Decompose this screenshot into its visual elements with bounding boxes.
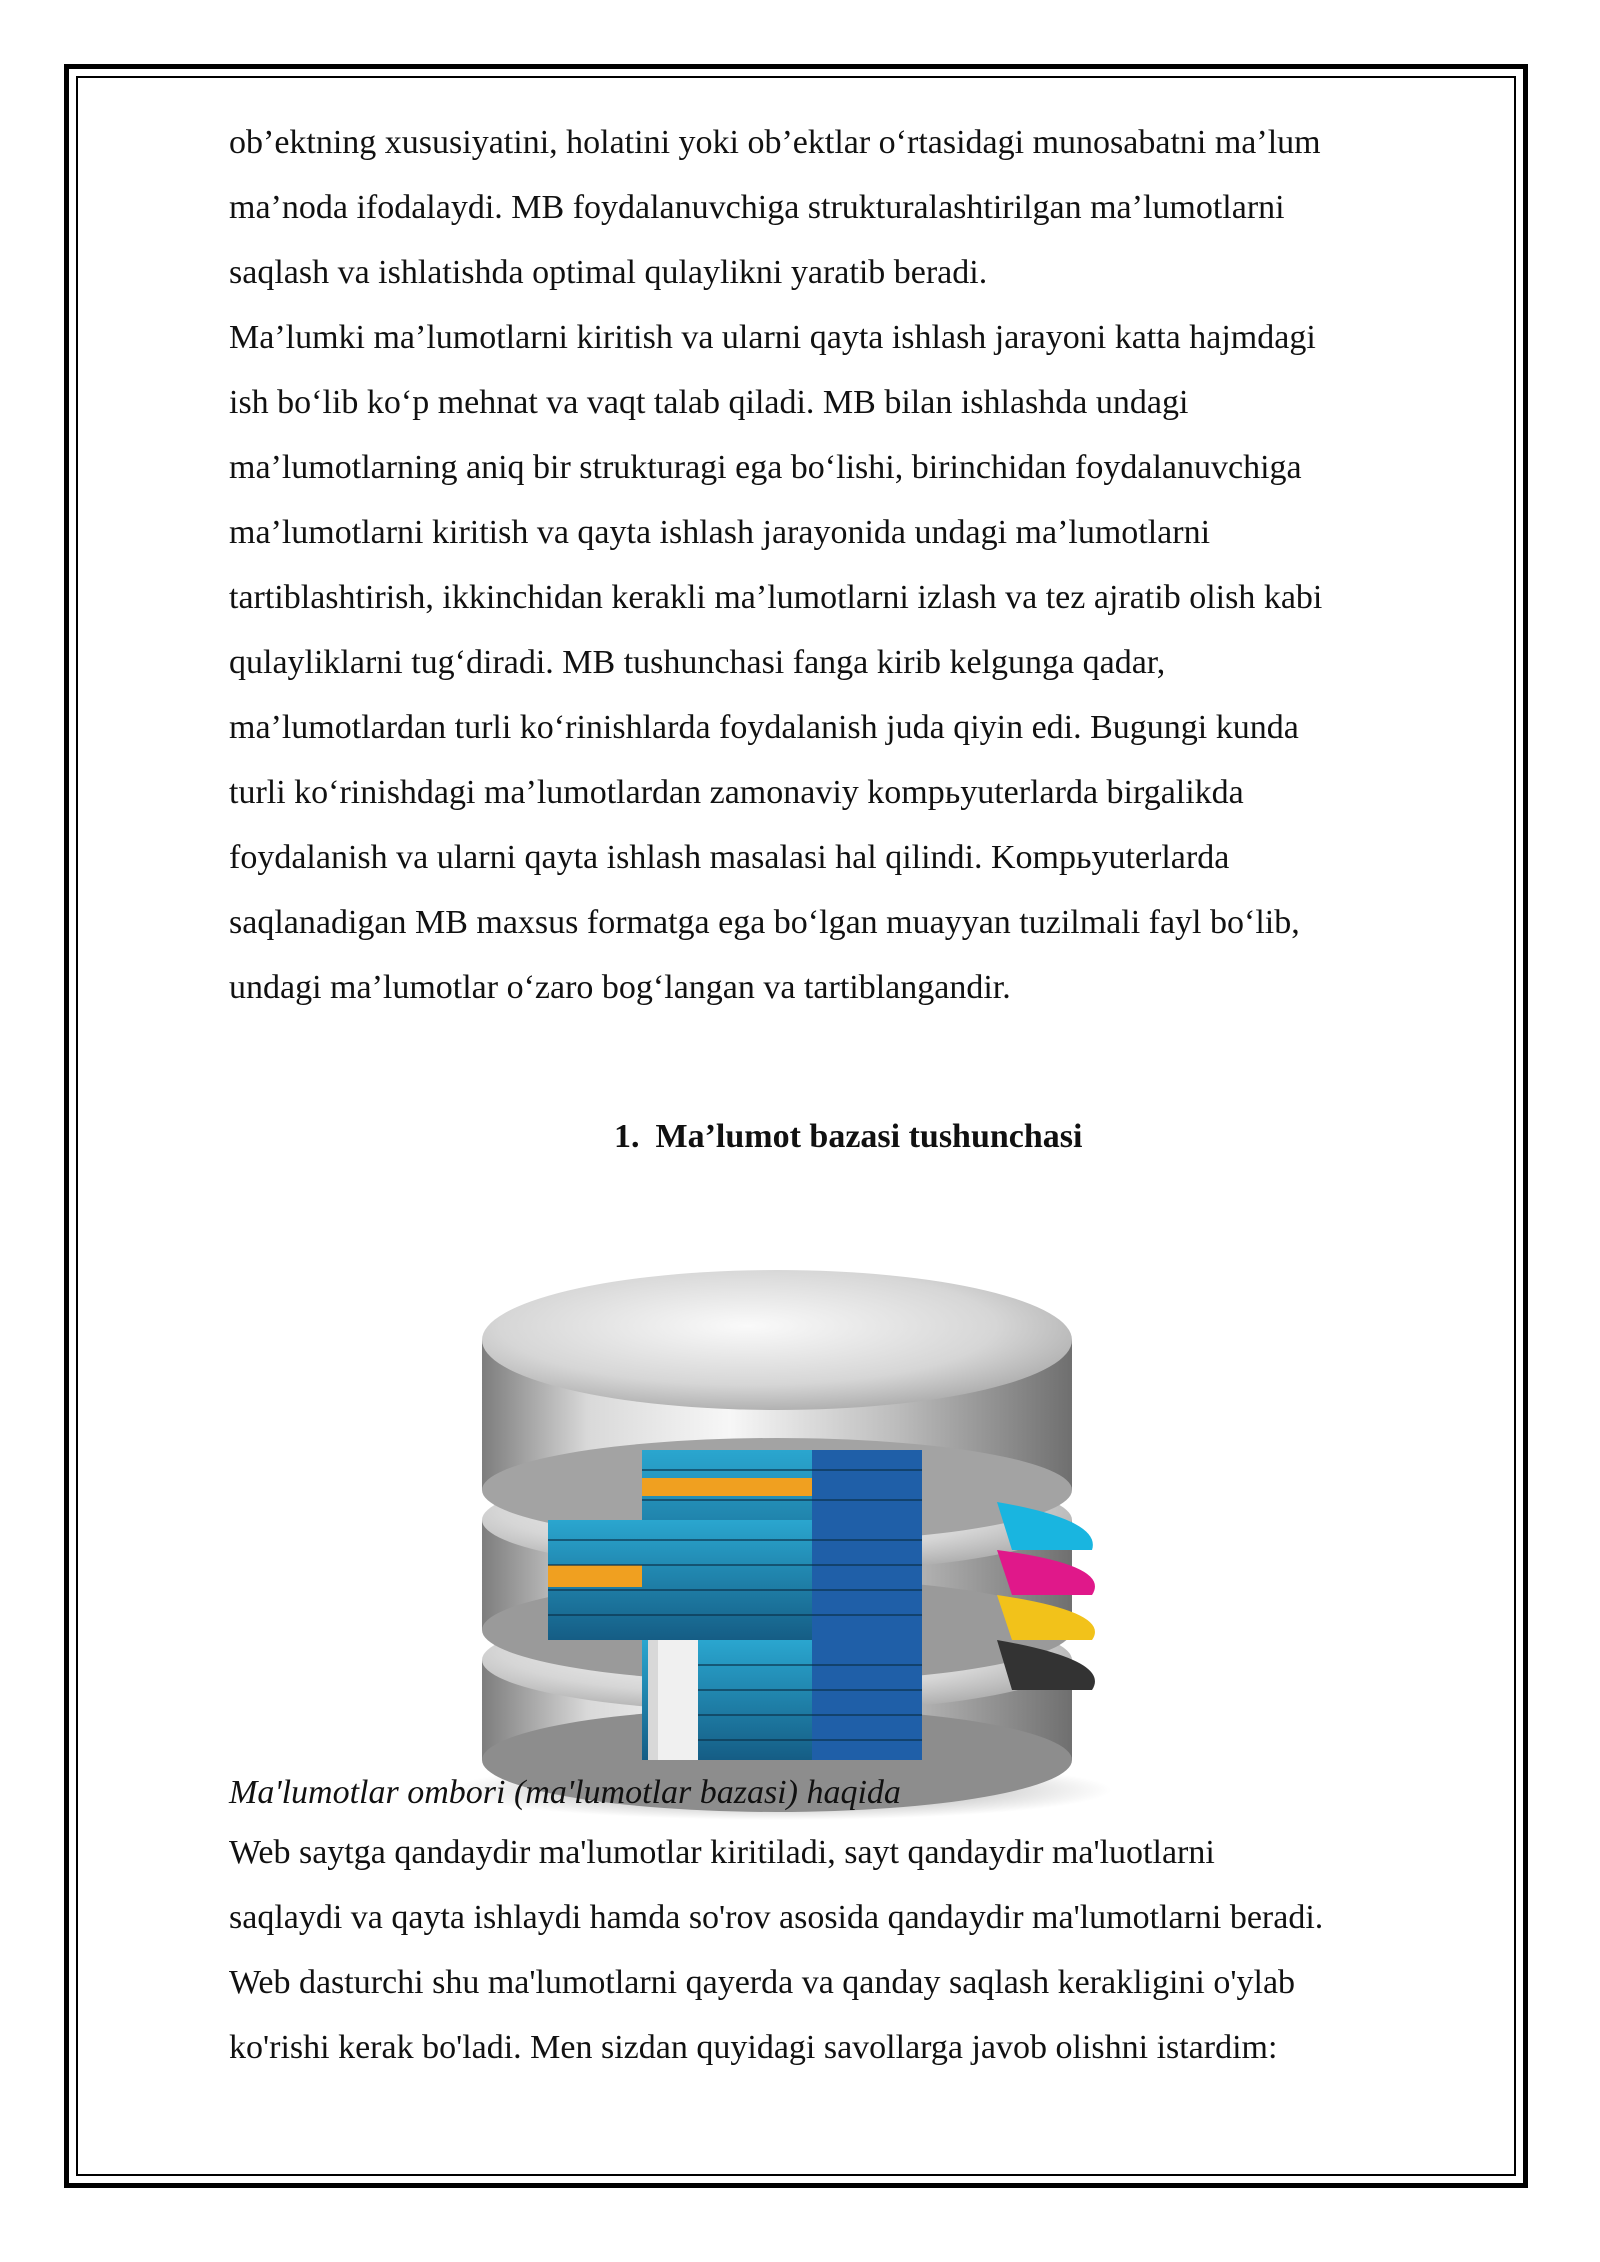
text-line: ma’noda ifodalaydi. MB foydalanuvchiga strukturalashtirilgan ma’lumotlarni (229, 189, 1285, 226)
text-line: qulayliklarni tug‘diradi. MB tushunchasi fanga kirib kelgunga qadar, (229, 644, 1166, 681)
text-line: undagi ma’lumotlar o‘zaro bog‘langan va tartiblangandir. (229, 969, 1011, 1006)
heading-text: Ma’lumot bazasi tushunchasi (655, 1118, 1083, 1155)
text-line: Web saytga qandaydir ma'lumotlar kiritiladi, sayt qandaydir ma'luotlarni (229, 1834, 1215, 1871)
heading-number: 1. (614, 1118, 640, 1155)
text-line: tartiblashtirish, ikkinchidan kerakli ma’lumotlarni izlash va tez ajratib olish kabi (229, 579, 1323, 616)
notch-face (658, 1640, 698, 1760)
text-line: saqlaydi va qayta ishlaydi hamda so'rov asosida qandaydir ma'lumotlarni beradi. (229, 1899, 1324, 1936)
text-line: ko'rishi kerak bo'ladi. Men sizdan quyidagi savollarga javob olishni istardim: (229, 2029, 1278, 2066)
text-line: Ma’lumki ma’lumotlarni kiritish va ularni qayta ishlash jarayoni katta hajmdagi (229, 319, 1316, 356)
top-disk-top (482, 1270, 1072, 1410)
text-line: ma’lumotlardan turli ko‘rinishlarda foydalanish juda qiyin edi. Bugungi kunda (229, 709, 1299, 746)
text-line: Web dasturchi shu ma'lumotlarni qayerda va qanday saqlash kerakligini o'ylab (229, 1964, 1296, 2001)
section-heading (229, 1117, 1449, 1157)
text-line: saqlash va ishlatishda optimal qulaylikni yaratib beradi. (229, 254, 988, 291)
text-line: turli ko‘rinishdagi ma’lumotlardan zamonaviy kompьyuterlarda birgalikda (229, 774, 1244, 811)
text-line: foydalanish va ularni qayta ishlash masalasi hal qilindi. Kompьyuterlarda (229, 839, 1230, 876)
text-line: ma’lumotlarni kiritish va qayta ishlash jarayonida undagi ma’lumotlarni (229, 514, 1211, 551)
text-line: ma’lumotlarning aniq bir strukturagi ega bo‘lishi, birinchidan foydalanuvchiga (229, 449, 1302, 486)
text-line: ish bo‘lib ko‘p mehnat va vaqt talab qiladi. MB bilan ishlashda undagi (229, 384, 1189, 421)
text-line: saqlanadigan MB maxsus formatga ega bo‘lgan muayyan tuzilmali fayl bo‘lib, (229, 904, 1300, 941)
orange-stripe-left (548, 1565, 642, 1587)
blue-column (812, 1450, 922, 1760)
paragraph-1 (229, 110, 1449, 1020)
notch-edge (648, 1640, 658, 1760)
page-content (229, 110, 1449, 2066)
image-caption: Ma'lumotlar ombori (ma'lumotlar bazasi) haqida (229, 1774, 901, 1811)
text-line: ob’ektning xususiyatini, holatini yoki ob’ektlar o‘rtasidagi munosabatni ma’lum (229, 124, 1321, 161)
database-icon (452, 1220, 1192, 1820)
orange-stripe-top (642, 1478, 812, 1496)
paragraph-2 (229, 1820, 1469, 2080)
